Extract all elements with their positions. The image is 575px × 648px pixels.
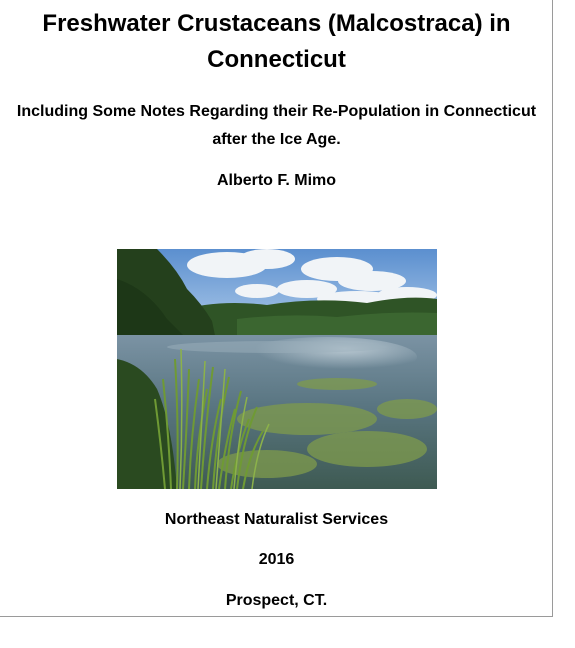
cover-year: 2016 (258, 551, 295, 568)
cover-publisher: Northeast Naturalist Services (164, 511, 389, 528)
cover-author: Alberto F. Mimo (216, 172, 337, 189)
cover-photo-pond (117, 249, 437, 489)
cover-place: Prospect, CT. (225, 592, 328, 609)
cover-title: Freshwater Crustaceans (Malcostraca) in Connecticut (42, 10, 511, 73)
cover-subtitle: Including Some Notes Regarding their Re-Population in Connecticut after the Ice Age. (16, 103, 537, 148)
pond-landscape-image (117, 249, 437, 489)
